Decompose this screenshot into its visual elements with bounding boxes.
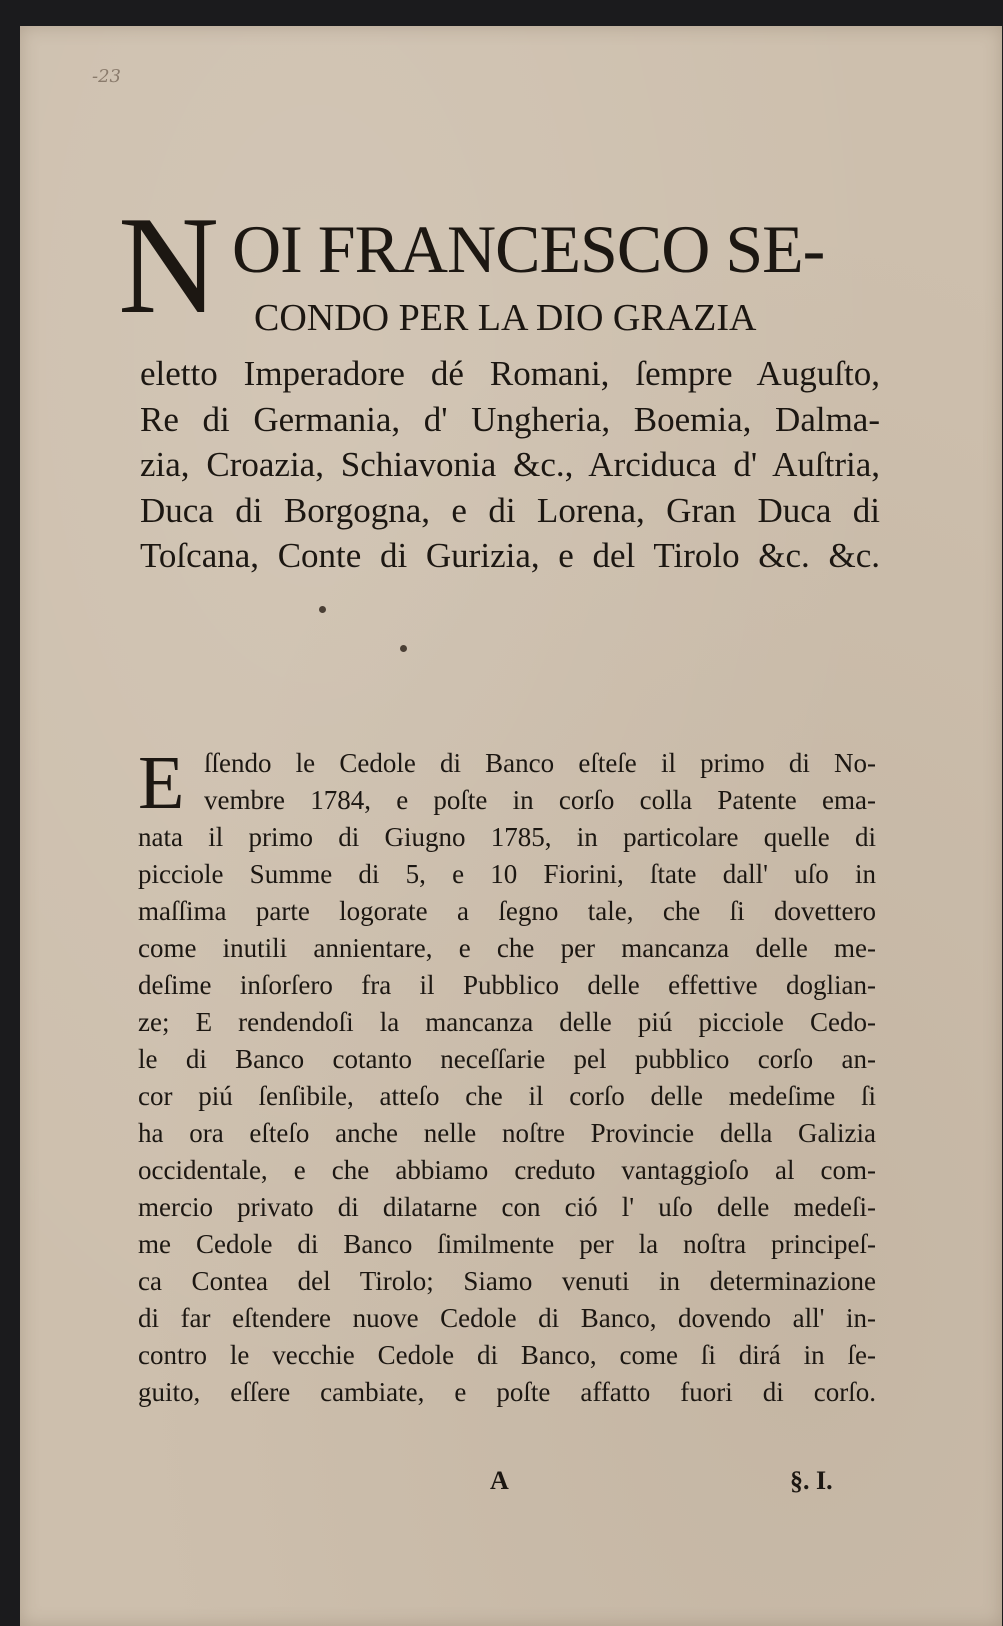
titles-line: Duca di Borgogna, e di Lorena, Gran Duca di bbox=[140, 490, 880, 530]
titles-line: eletto Imperadore dé Romani, ſempre Auguſto, bbox=[140, 354, 880, 393]
body-initial: E bbox=[138, 741, 185, 825]
body-text bbox=[138, 741, 876, 1411]
titles-line: Re di Germania, d' Ungheria, Boemia, Dalma- bbox=[140, 399, 880, 439]
page-number-mark: -23 bbox=[92, 66, 121, 87]
signature-mark: A bbox=[490, 1466, 509, 1495]
ornament-dot bbox=[400, 645, 407, 652]
body-line: occidentale, e che abbiamo creduto vantaggioſo al com- bbox=[138, 1155, 876, 1185]
body-line: ca Contea del Tirolo; Siamo venuti in determinazione bbox=[138, 1266, 876, 1296]
body-line: maſſima parte logorate a ſegno tale, che ſi dovettero bbox=[138, 896, 876, 926]
title-line-1: OI FRANCESCO SE- bbox=[232, 211, 825, 287]
body-line: me Cedole di Banco ſimilmente per la noſtra principeſ- bbox=[138, 1229, 876, 1259]
body-line: di far eſtendere nuove Cedole di Banco, dovendo all' in- bbox=[138, 1303, 876, 1333]
body-line: come inutili annientare, e che per mancanza delle me- bbox=[138, 933, 876, 963]
body-line: nata il primo di Giugno 1785, in particolare quelle di bbox=[138, 822, 876, 852]
body-line: deſime inſorſero fra il Pubblico delle effettive doglian- bbox=[138, 970, 876, 1000]
body-line: ha ora eſteſo anche nelle noſtre Provincie della Galizia bbox=[138, 1118, 876, 1148]
imperial-titles bbox=[140, 351, 880, 579]
title-initial: N bbox=[118, 188, 220, 343]
title-line-2: CONDO PER LA DIO GRAZIA bbox=[254, 297, 757, 339]
body-line: ſſendo le Cedole di Banco eſteſe il primo di No- bbox=[204, 748, 876, 778]
ornament-dot bbox=[319, 606, 326, 613]
body-line: mercio privato di dilatarne con ció l' uſo delle medeſi- bbox=[138, 1192, 876, 1222]
titles-line: Toſcana, Conte di Gurizia, e del Tirolo &c. &c. bbox=[140, 536, 880, 575]
body-line: le di Banco cotanto neceſſarie pel pubblico corſo an- bbox=[138, 1044, 876, 1074]
document-page bbox=[20, 26, 1002, 1626]
body-line: cor piú ſenſibile, atteſo che il corſo delle medeſime ſi bbox=[138, 1081, 876, 1111]
catchword: §. I. bbox=[790, 1466, 833, 1495]
body-line: vembre 1784, e poſte in corſo colla Patente ema- bbox=[204, 785, 876, 815]
body-line: contro le vecchie Cedole di Banco, come ſi dirá in ſe- bbox=[138, 1340, 876, 1370]
body-line: picciole Summe di 5, e 10 Fiorini, ſtate dall' uſo in bbox=[138, 859, 876, 889]
titles-line: zia, Croazia, Schiavonia &c., Arciduca d' Auſtria, bbox=[140, 445, 880, 484]
body-line: guito, eſſere cambiate, e poſte affatto fuori di corſo. bbox=[138, 1377, 876, 1407]
body-line: ze; E rendendoſi la mancanza delle piú picciole Cedo- bbox=[138, 1007, 876, 1037]
